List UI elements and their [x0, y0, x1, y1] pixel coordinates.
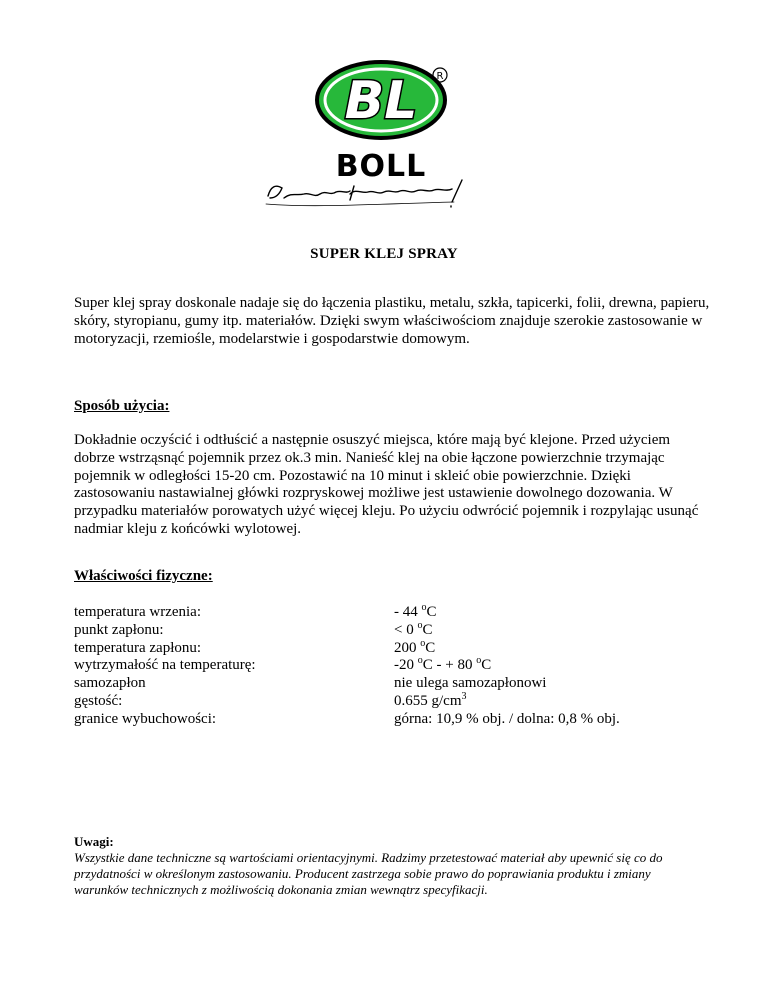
property-row: [74, 637, 694, 658]
properties-table: [74, 604, 694, 729]
property-row: [74, 675, 694, 693]
property-row: [74, 619, 694, 640]
properties-heading: Właściwości fizyczne:: [74, 568, 213, 584]
property-value: 200 $^o$C: [394, 637, 436, 656]
property-value: - 44 $^o$C: [394, 602, 437, 620]
notes-paragraph: Wszystkie dane techniczne są wartościami orientacyjnymi. Radzimy przetestować materiał aby upewnić się co do przydatności w określonym zastosowaniu. Producent zastrzega sobie prawo do poprawiania produktu i zmiany warunków technicznych z możliwością dokonania zmian wewnątrz specyfikacji.: [74, 850, 663, 897]
property-value: < 0 $^o$C: [394, 619, 433, 638]
property-row: [74, 711, 694, 729]
property-label: temperatura wrzenia:: [74, 604, 202, 620]
property-label: punkt zapłonu:: [74, 621, 164, 638]
property-row: [74, 657, 694, 675]
svg-text:R: R: [436, 71, 444, 82]
property-label: samozapłon: [74, 675, 146, 692]
notes-heading: Uwagi:: [74, 834, 114, 849]
property-value: górna: 10,9 % obj. / dolna: 0,8 % obj.: [394, 710, 620, 727]
logo-brand: BOLL: [335, 149, 427, 184]
boll-logo: [254, 58, 514, 218]
property-row: [74, 690, 694, 711]
property-label: wytrzymałość na temperaturę:: [74, 657, 256, 674]
property-value: 0.655 $g/cm^3$: [394, 690, 467, 709]
property-value: -20 $^o$C - + 80 $^o$C: [394, 655, 492, 674]
logo-monogram: BL: [344, 71, 418, 131]
property-value: nie ulega samozapłonowi: [394, 675, 547, 692]
boll-logo-graphic: [254, 58, 514, 218]
property-label: granice wybuchowości:: [74, 710, 217, 727]
intro-paragraph: Super klej spray doskonale nadaje się do łączenia plastiku, metalu, szkła, tapicerki, folii, drewna, papieru, skóry, styropianu, gumy itp. materiałów. Dzięki swym właściwościom znajduje szerokie zastosowanie w motoryzacji, rzemiośle, modelarstwie i gospodarstwie domowym.: [74, 295, 710, 347]
property-row: [74, 604, 694, 622]
usage-paragraph: Dokładnie oczyścić i odtłuścić a następnie osuszyć miejsca, które mają być klejone. Przed użyciem dobrze wstrząsnąć pojemnik przez ok.3 min. Nanieść klej na obie łączone powierzchnie trzymając pojemnik w odległości 15-20 cm. Pozostawić na 10 minut i skleić obie powierzchnie. Dzięki zastosowaniu nastawialnej główki rozpryskowej możliwe jest ustawienie dowolnego dozowania. W przypadku materiałów porowatych użyć więcej kleju. Po użyciu odwrócić pojemnik i rozpylając usunąć nadmiar kleju z końcówki wylotowej.: [74, 432, 699, 537]
property-label: gęstość:: [74, 692, 123, 709]
usage-heading: Sposób użycia:: [74, 398, 170, 414]
notes-section: [74, 834, 704, 897]
property-label: temperatura zapłonu:: [74, 639, 202, 656]
document-title: SUPER KLEJ SPRAY: [310, 246, 458, 262]
